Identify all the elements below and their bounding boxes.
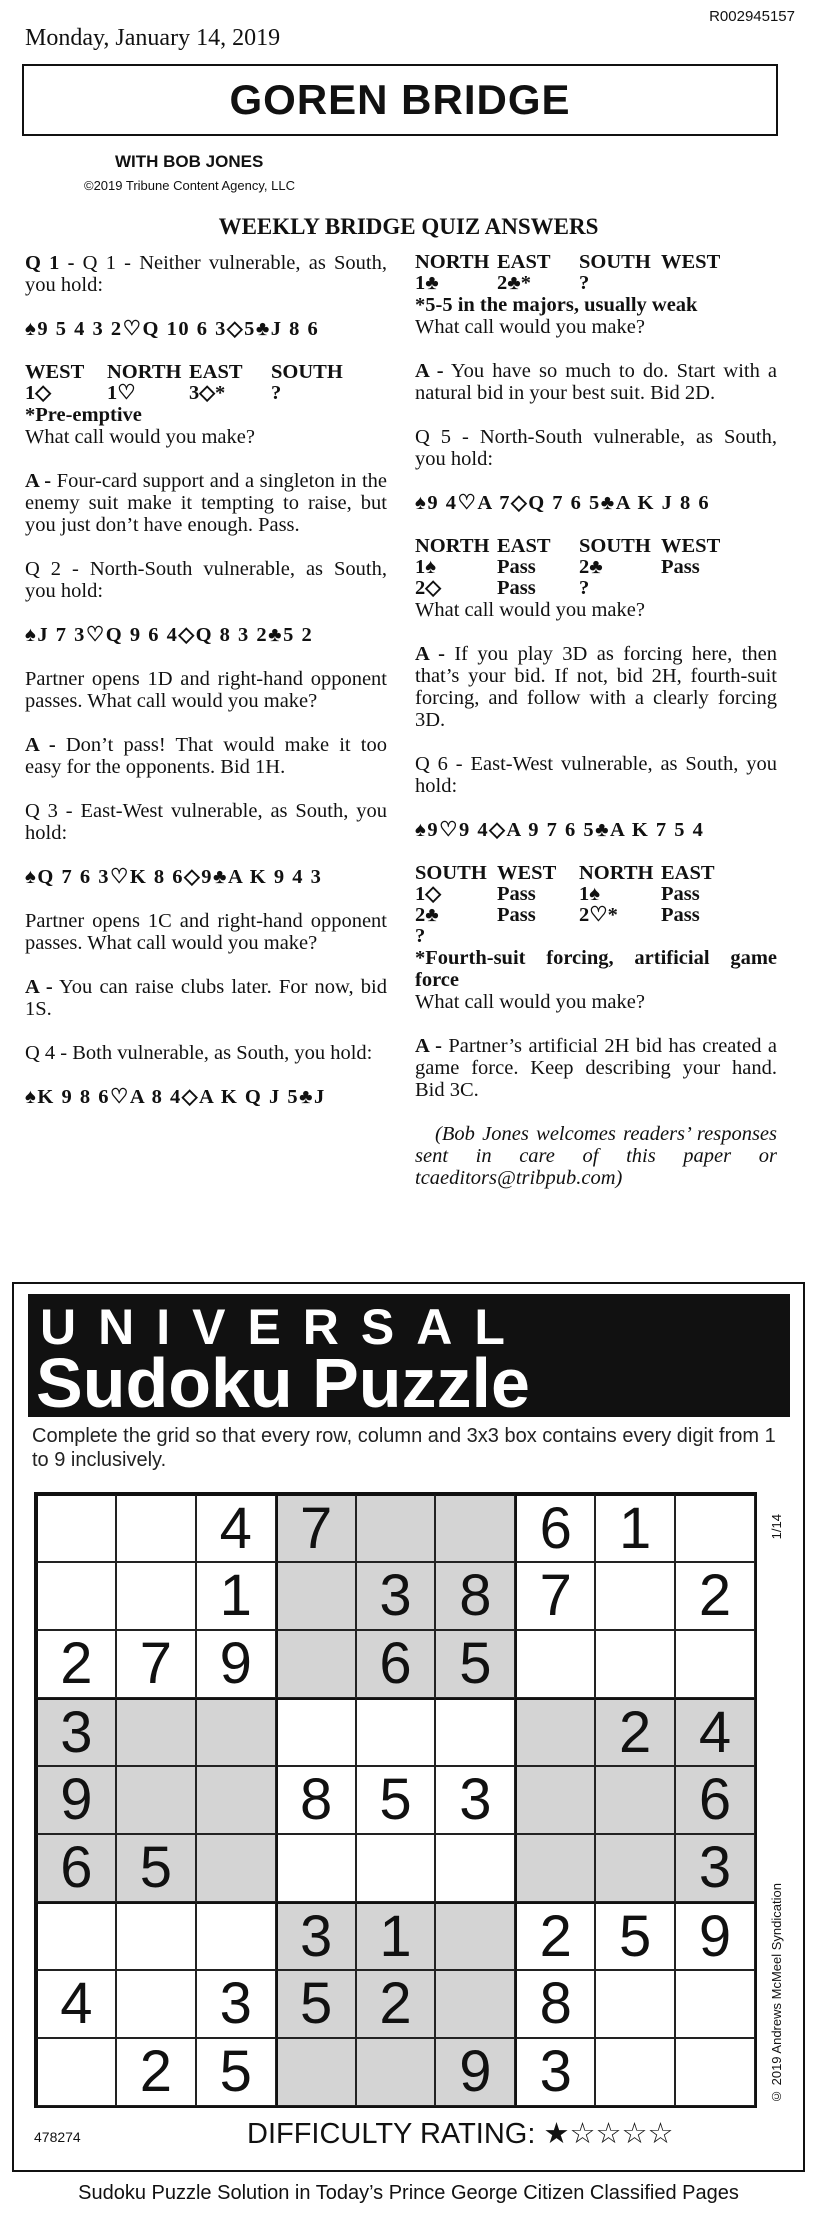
bid-cell: Pass [661, 556, 700, 578]
bid-cell: 1◇ [25, 382, 52, 404]
bid-cell [497, 926, 579, 947]
sudoku-cell [196, 1766, 276, 1834]
sudoku-cell [276, 1834, 356, 1902]
sudoku-cell: 6 [675, 1766, 755, 1834]
sudoku-cell [116, 1902, 196, 1970]
bid-cell: 2♣ [415, 904, 439, 926]
closing-note: (Bob Jones welcomes readers’ responses sent in care of this paper or tcaeditors@tribpub.com) [415, 1123, 777, 1189]
bid-cell: EAST [661, 862, 715, 884]
bid-cell: EAST [189, 361, 243, 383]
quiz-title: WEEKLY BRIDGE QUIZ ANSWERS [218, 214, 599, 239]
sudoku-cell [276, 1630, 356, 1698]
sudoku-cell [595, 2038, 675, 2106]
q4-answer: A - You have so much to do. Start with a natural bid in your best suit. Bid 2D. [415, 360, 778, 404]
sudoku-cell: 1 [356, 1902, 436, 1970]
sudoku-cell: 1 [196, 1562, 276, 1630]
sudoku-cell: 4 [196, 1494, 276, 1562]
sudoku-cell [675, 1630, 755, 1698]
bid-cell: ? [579, 272, 590, 294]
q3-answer: A - You can raise clubs later. For now, bid 1S. [25, 976, 387, 1020]
sudoku-cell: 8 [435, 1562, 515, 1630]
q2-hand: ♠J 7 3♡Q 9 6 4◇Q 8 3 2♣5 2 [25, 624, 314, 646]
bid-cell [661, 926, 743, 947]
sudoku-cell: 5 [116, 1834, 196, 1902]
sudoku-cell: 1 [595, 1494, 675, 1562]
sudoku-cell: 4 [36, 1970, 116, 2038]
bid-cell: 1♠ [579, 883, 601, 905]
q1-note: *Pre-emptive [25, 404, 142, 426]
sudoku-copyright: © 2019 Andrews McMeel Syndication [769, 1883, 784, 2104]
sudoku-header [28, 1294, 790, 1422]
bid-cell: 2♣ [579, 556, 603, 578]
bid-cell: SOUTH [271, 361, 343, 383]
sudoku-cell [276, 1562, 356, 1630]
q3-prompt: Q 3 - East-West vulnerable, as South, you hold: [25, 800, 387, 844]
sudoku-cell [435, 1698, 515, 1766]
sudoku-puzzle-id: 478274 [34, 2129, 81, 2145]
sudoku-cell: 5 [196, 2038, 276, 2106]
q2-answer: A - Don’t pass! That would make it too easy for the opponents. Bid 1H. [25, 734, 387, 778]
bid-cell: NORTH [579, 862, 654, 884]
bid-cell: NORTH [415, 535, 490, 557]
sudoku-cell [515, 1766, 595, 1834]
sudoku-cell: 7 [515, 1562, 595, 1630]
q1-hand: ♠9 5 4 3 2♡Q 10 6 3◇5♣J 8 6 [25, 318, 320, 340]
sudoku-cell: 7 [276, 1494, 356, 1562]
bid-cell: 2♡* [579, 904, 618, 926]
bid-cell: EAST [497, 535, 551, 557]
sudoku-cell [196, 1698, 276, 1766]
q4-question: What call would you make? [415, 316, 645, 338]
q3-hand: ♠Q 7 6 3♡K 8 6◇9♣A K 9 4 3 [25, 866, 323, 888]
bid-cell: 3◇* [189, 382, 226, 404]
bid-cell: SOUTH [579, 535, 651, 557]
q6-hand: ♠9♡9 4◇A 9 7 6 5♣A K 7 5 4 [415, 819, 705, 841]
sudoku-cell [276, 1698, 356, 1766]
bid-cell: Pass [497, 883, 536, 905]
q5-question: What call would you make? [415, 599, 645, 621]
sudoku-cell [435, 1902, 515, 1970]
sudoku-header-top: UNIVERSAL [40, 1299, 527, 1355]
q5-bidding [415, 536, 777, 599]
q1-question: What call would you make? [25, 426, 255, 448]
q5-prompt: Q 5 - North-South vulnerable, as South, you hold: [415, 426, 777, 470]
q6-prompt: Q 6 - East-West vulnerable, as South, you hold: [415, 753, 777, 797]
sudoku-cell [356, 2038, 436, 2106]
q4-prompt: Q 4 - Both vulnerable, as South, you hold: [25, 1042, 373, 1064]
sudoku-cell: 4 [675, 1698, 755, 1766]
sudoku-cell [116, 1562, 196, 1630]
sudoku-cell [435, 1970, 515, 2038]
bid-cell: ? [271, 382, 282, 404]
sudoku-cell [116, 1766, 196, 1834]
bid-cell: 1♠ [415, 556, 437, 578]
right-column [415, 252, 777, 1189]
q4-note: *5-5 in the majors, usually weak [415, 294, 698, 316]
sudoku-cell [435, 1834, 515, 1902]
sudoku-cell: 9 [435, 2038, 515, 2106]
sudoku-cell: 2 [515, 1902, 595, 1970]
q1-prompt: Q 1 - Q 1 - Neither vulnerable, as South, you hold: [25, 252, 387, 296]
q1-prompt-text: Q 1 - Neither vulnerable, as South, you hold: [25, 252, 387, 296]
sudoku-cell [276, 2038, 356, 2106]
sudoku-cell: 5 [356, 1766, 436, 1834]
sudoku-cell [675, 2038, 755, 2106]
sudoku-cell [116, 1494, 196, 1562]
sudoku-cell [36, 2038, 116, 2106]
publication-date: Monday, January 14, 2019 [25, 25, 281, 51]
sudoku-cell: 3 [515, 2038, 595, 2106]
q3-text: Partner opens 1C and right-hand opponent passes. What call would you make? [25, 910, 387, 954]
sudoku-cell: 3 [356, 1562, 436, 1630]
bid-cell: NORTH [107, 361, 182, 383]
sudoku-instructions: Complete the grid so that every row, column and 3x3 box contains every digit from 1 to 9 inclusively. [32, 1425, 776, 1471]
difficulty-rating: DIFFICULTY RATING: ★☆☆☆☆ [247, 2118, 674, 2150]
q4-hand: ♠K 9 8 6♡A 8 4◇A K Q J 5♣J [25, 1086, 326, 1108]
bid-cell: Pass [661, 883, 700, 905]
sudoku-grid [34, 1492, 757, 2108]
bid-cell: WEST [497, 862, 557, 884]
sudoku-panel [12, 1282, 805, 2172]
sudoku-cell [515, 1630, 595, 1698]
sudoku-cell [435, 1494, 515, 1562]
q4-bidding [415, 252, 777, 294]
bid-cell: WEST [25, 361, 85, 383]
sudoku-cell: 5 [435, 1630, 515, 1698]
q5-hand: ♠9 4♡A 7◇Q 7 6 5♣A K J 8 6 [415, 492, 711, 514]
q6-question: What call would you make? [415, 991, 645, 1013]
sudoku-cell [36, 1902, 116, 1970]
sudoku-cell: 9 [36, 1766, 116, 1834]
sudoku-cell: 3 [276, 1902, 356, 1970]
sudoku-cell [515, 1698, 595, 1766]
sudoku-header-main: Sudoku Puzzle [36, 1344, 530, 1422]
sudoku-cell [116, 1970, 196, 2038]
bid-cell: EAST [497, 251, 551, 273]
sudoku-cell: 3 [675, 1834, 755, 1902]
sudoku-cell [36, 1562, 116, 1630]
q1-answer: A - Four-card support and a singleton in the enemy suit make it tempting to raise, but you just don’t have enough. Pass. [25, 470, 387, 536]
sudoku-cell: 2 [36, 1630, 116, 1698]
sudoku-cell: 8 [276, 1766, 356, 1834]
bid-cell: ? [415, 925, 426, 947]
bid-cell: Pass [661, 904, 700, 926]
sudoku-cell: 5 [595, 1902, 675, 1970]
bid-cell: 1♡ [107, 382, 136, 404]
bid-cell [579, 926, 661, 947]
footer-note: Sudoku Puzzle Solution in Today’s Prince George Citizen Classified Pages [78, 2182, 739, 2204]
q6-answer: A - Partner’s artificial 2H bid has created a game force. Keep describing your hand. Bid 3C. [415, 1035, 778, 1101]
copyright: ©2019 Tribune Content Agency, LLC [84, 178, 295, 193]
bid-cell: WEST [661, 535, 721, 557]
q6-note: *Fourth-suit forcing, artificial game force [415, 947, 777, 991]
bid-cell: NORTH [415, 251, 490, 273]
sudoku-cell [356, 1698, 436, 1766]
sudoku-cell: 2 [116, 2038, 196, 2106]
sudoku-cell [595, 1630, 675, 1698]
bid-cell: WEST [661, 251, 721, 273]
bid-cell: SOUTH [579, 251, 651, 273]
sudoku-cell: 9 [675, 1902, 755, 1970]
bid-cell: Pass [497, 904, 536, 926]
sudoku-cell: 8 [515, 1970, 595, 2038]
sudoku-cell [36, 1494, 116, 1562]
sudoku-cell: 5 [276, 1970, 356, 2038]
sudoku-cell [595, 1766, 675, 1834]
q1-bidding [25, 362, 387, 404]
title-box [22, 64, 778, 136]
sudoku-cell [595, 1562, 675, 1630]
sudoku-cell: 6 [356, 1630, 436, 1698]
bid-cell: Pass [497, 577, 536, 599]
bid-cell: 2♣* [497, 272, 531, 294]
sudoku-cell: 9 [196, 1630, 276, 1698]
q6-bidding [415, 863, 777, 947]
reference-code: R002945157 [709, 8, 795, 25]
sudoku-cell [196, 1902, 276, 1970]
sudoku-cell [515, 1834, 595, 1902]
sudoku-cell: 3 [196, 1970, 276, 2038]
bid-cell [661, 273, 743, 294]
sudoku-cell: 2 [595, 1698, 675, 1766]
sudoku-cell: 7 [116, 1630, 196, 1698]
bid-cell: SOUTH [415, 862, 487, 884]
bid-cell: Pass [497, 556, 536, 578]
bid-cell: 2◇ [415, 577, 442, 599]
sudoku-cell: 2 [675, 1562, 755, 1630]
q2-text: Partner opens 1D and right-hand opponent passes. What call would you make? [25, 668, 387, 712]
sudoku-cell [595, 1834, 675, 1902]
byline: WITH BOB JONES [115, 152, 264, 171]
left-column [25, 252, 387, 1108]
sudoku-cell [356, 1494, 436, 1562]
sudoku-cell: 3 [435, 1766, 515, 1834]
sudoku-cell: 2 [356, 1970, 436, 2038]
bid-cell: ? [579, 577, 590, 599]
column-title: GOREN BRIDGE [229, 76, 571, 123]
q5-answer: A - If you play 3D as forcing here, then that’s your bid. If not, bid 2H, fourth-suit forcing, and follow with a clearly forcing 3D. [415, 643, 777, 731]
sudoku-cell [356, 1834, 436, 1902]
sudoku-date-code: 1/14 [769, 1514, 784, 1540]
sudoku-cell: 6 [36, 1834, 116, 1902]
sudoku-cell [595, 1970, 675, 2038]
sudoku-cell [116, 1698, 196, 1766]
sudoku-cell [675, 1970, 755, 2038]
bid-cell [661, 578, 743, 599]
sudoku-cell [675, 1494, 755, 1562]
q2-prompt: Q 2 - North-South vulnerable, as South, you hold: [25, 558, 387, 602]
sudoku-cell [196, 1834, 276, 1902]
bid-cell: 1♣ [415, 272, 439, 294]
sudoku-cell: 6 [515, 1494, 595, 1562]
bid-cell: 1◇ [415, 883, 442, 905]
sudoku-cell: 3 [36, 1698, 116, 1766]
